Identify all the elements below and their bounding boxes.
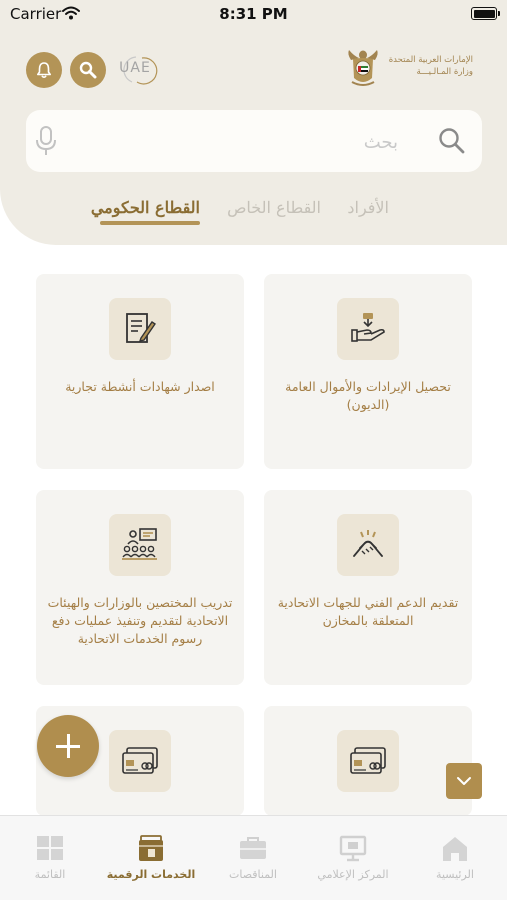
scroll-down-button[interactable] [446, 763, 482, 799]
nav-item-tenders[interactable] [203, 834, 303, 894]
ministry-name [383, 54, 473, 78]
nav-item-home[interactable] [405, 834, 505, 894]
service-card-technical-support-warehouses[interactable] [264, 490, 472, 685]
header-search-button[interactable] [70, 52, 106, 88]
uae-logo-text: UAE [119, 60, 151, 76]
service-card-training-specialists[interactable] [36, 490, 244, 685]
payment-card-icon [120, 745, 160, 777]
nav-label: المناقصات [229, 868, 277, 881]
card-icon-tile [337, 730, 399, 792]
magnifier-icon [79, 61, 97, 79]
nav-label: القائمة [34, 868, 66, 881]
card-icon-tile [337, 514, 399, 576]
header [0, 30, 507, 245]
service-label: تحصيل الإيرادات والأموال العامة (الديون) [285, 379, 451, 412]
card-icon-tile [109, 514, 171, 576]
battery-icon [471, 7, 497, 20]
search-icon [438, 127, 466, 155]
carrier-name: Carrier [10, 5, 62, 23]
ministry-name-line1: الإمارات العربية المتحدة [388, 55, 473, 65]
tab-individuals[interactable]: الأفراد [347, 198, 389, 217]
add-button[interactable] [37, 715, 99, 777]
certificate-edit-icon [121, 310, 159, 348]
service-label: تدريب المختصين بالوزارات والهيئات الاتحادية لتقديم وتنفيذ عمليات دفع رسوم الخدمات الاتحادية [47, 595, 233, 646]
nav-label: المركز الإعلامي [317, 868, 389, 881]
digital-services-icon [136, 834, 166, 862]
menu-grid-icon [35, 834, 65, 862]
handshake-icon [349, 526, 387, 564]
monitor-icon [338, 834, 368, 862]
search-placeholder[interactable]: بحث [363, 132, 398, 153]
uae-brand-logo [112, 54, 158, 86]
briefcase-icon [238, 834, 268, 862]
tab-government-sector[interactable]: القطاع الحكومي [90, 198, 200, 217]
ministry-name-line2: وزارة المـالـيـــة [416, 67, 473, 77]
hand-coin-icon [349, 310, 387, 348]
bell-icon [36, 61, 52, 79]
payment-card-icon [348, 745, 388, 777]
nav-item-digital-services[interactable] [101, 834, 201, 894]
nav-label: الخدمات الرقمية [106, 868, 196, 881]
status-bar [0, 0, 507, 30]
search-bar[interactable] [26, 110, 482, 172]
status-time: 8:31 PM [219, 5, 288, 23]
nav-item-menu[interactable] [0, 834, 100, 894]
notifications-button[interactable] [26, 52, 62, 88]
tab-private-sector[interactable]: القطاع الخاص [227, 198, 321, 217]
home-icon [440, 834, 470, 862]
bottom-navigation [0, 815, 507, 900]
service-card-commercial-certificates[interactable] [36, 274, 244, 469]
nav-item-media-center[interactable] [303, 834, 403, 894]
active-tab-indicator [100, 221, 200, 225]
service-label: اصدار شهادات أنشطة تجارية [65, 379, 215, 394]
service-card-revenue-collection[interactable] [264, 274, 472, 469]
card-icon-tile [109, 730, 171, 792]
chevron-down-icon [456, 776, 472, 786]
service-label: تقديم الدعم الفني للجهات الاتحادية المتعلقة بالمخازن [277, 595, 459, 628]
nav-label: الرئيسية [436, 868, 474, 881]
training-presentation-icon [120, 526, 160, 564]
federal-emblem-icon [345, 48, 381, 90]
card-icon-tile [109, 298, 171, 360]
card-icon-tile [337, 298, 399, 360]
microphone-icon[interactable] [32, 124, 60, 158]
service-card-payment-1[interactable] [264, 706, 472, 816]
